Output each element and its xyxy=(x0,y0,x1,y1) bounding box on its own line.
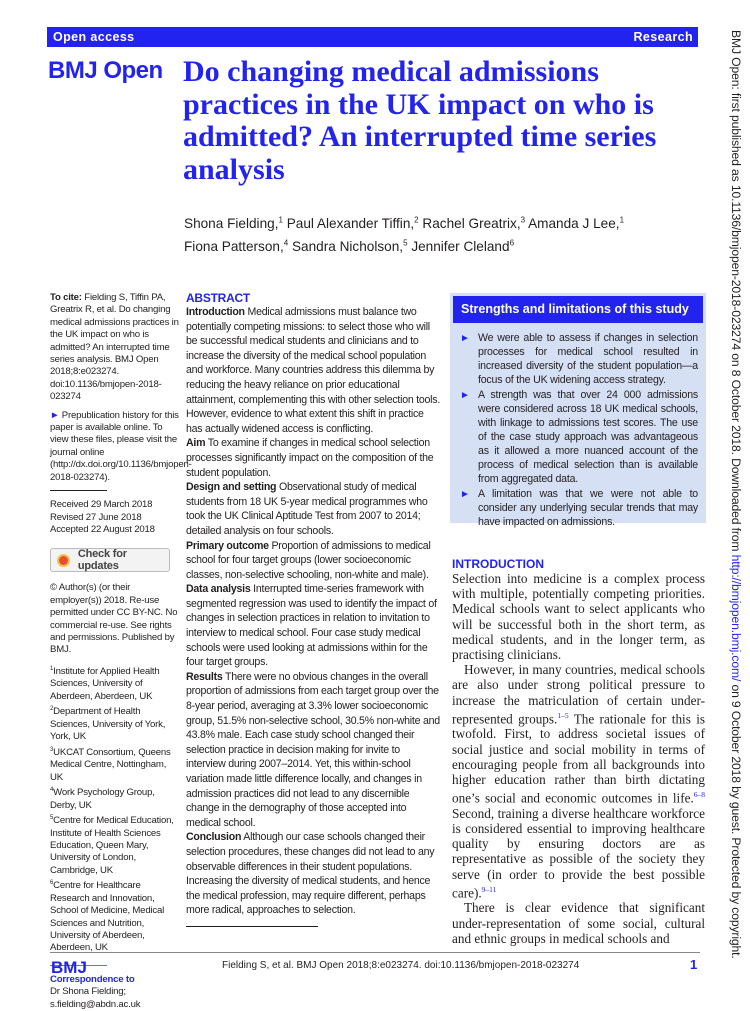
correspondence-heading: Correspondence to xyxy=(50,973,135,985)
strengths-limitations-box xyxy=(450,293,706,528)
bmjopen-link[interactable]: http://bmjopen.bmj.com/ xyxy=(729,554,743,682)
author: Jennifer Cleland$^6$ xyxy=(411,238,515,255)
bmj-logo: BMJ xyxy=(51,958,87,977)
author: Fiona Patterson,$^4$ xyxy=(184,238,289,255)
abstract-heading: ABSTRACT xyxy=(186,291,250,305)
bookmark-icon xyxy=(57,554,70,567)
affiliation: $^1$Institute for Applied Health Sciences, University of Aberdeen, Aberdeen, UK xyxy=(50,665,160,702)
introduction-heading: INTRODUCTION xyxy=(452,557,544,571)
bmj-open-logo: BMJ Open xyxy=(48,57,163,84)
affiliation: $^6$Centre for Healthcare Research and Innovation, School of Medicine, Medical Sciences and Nutrition, University of Aberdeen, Aberdeen, UK xyxy=(50,880,165,954)
correspondence-name: Dr Shona Fielding; xyxy=(50,986,126,998)
abstract-section: Aim To examine if changes in medical school selection processes significantly impact on the composition of the student population. xyxy=(186,437,434,479)
abstract xyxy=(186,291,440,927)
divider xyxy=(50,490,107,491)
abstract-section: Conclusion Although our case schools changed their selection procedures, these changes did not lead to any observable differences in their student populations. Increasing the diversity of medical students, and hence the medical profession, may require different, perhaps more radical, approaches to selection. xyxy=(186,831,435,917)
author: Sandra Nicholson,$^5$ xyxy=(291,238,408,255)
check-for-updates-button[interactable]: Check for updates xyxy=(50,548,170,572)
introduction-section xyxy=(452,557,705,946)
article-title: Do changing medical admissions practices in the UK impact on who is admitted? An interrupted time series analysis xyxy=(183,55,657,186)
received-date: Received 29 March 2018 xyxy=(50,499,153,511)
affiliations xyxy=(50,663,180,955)
left-sidebar xyxy=(50,292,192,1011)
author: Rachel Greatrix,$^3$ xyxy=(422,215,526,231)
abstract-section: Results There were no obvious changes in the overall proportion of admissions from each target group over the 8-year period, averaging at 3.3% lower socioeconomic group, 51.5% non-selective school, 30.5% non-white and 43.8% male. Each case study school changed their selection practice in decision making for invite to interview during 2007–2014. Yet, this within-school variation made little difference locally, and changes in admission practices did not lead to any discernible change in the demography of those accepted into medical school. xyxy=(186,670,440,829)
copyright-notice: © Author(s) (or their employer(s)) 2018. Re-use permitted under CC BY-NC. No commercial re-use. See rights and permissions. Published by BMJ. xyxy=(50,582,178,656)
author-list xyxy=(184,210,684,257)
list-item: ► A limitation was that we were not able to consider any underlying secular trends that may have impacted on admissions. xyxy=(460,488,698,528)
correspondence-email[interactable]: s.fielding@abdn.ac.uk xyxy=(50,998,141,1010)
abstract-section: Primary outcome Proportion of admissions to medical school for four target groups (lower socioeconomic classes, non-selective schooling, non-white and male). xyxy=(186,539,431,581)
citation-block: To cite: Fielding S, Tiffin PA, Greatrix R, et al. Do changing medical admissions practices in the UK impact on who is admitted? An interrupted time series analysis. BMJ Open 2018;8:e023274. doi:10.1136/bmjopen-2018-023274 xyxy=(50,292,179,403)
abstract-section: Introduction Medical admissions must balance two potentially competing missions: to select those who will be successful medical students and clinicians and to increase the diversity of the medical school population and workforce. Many countries address this dilemma by reducing the heavy reliance on prior educational attainment, complementing this with other selection tools. However, evidence to what extent this shift in practice has actually widened access is conflicting. xyxy=(186,306,441,435)
journal-header-bar xyxy=(47,27,698,47)
reference-link[interactable]: 9–11 xyxy=(481,884,497,894)
paragraph: There is clear evidence that significant under-representation of some social, cultural and ethnic groups in medical schools and xyxy=(452,900,705,946)
footer-citation: Fielding S, et al. BMJ Open 2018;8:e023274. doi:10.1136/bmjopen-2018-023274 xyxy=(222,960,580,971)
open-access-label: Open access xyxy=(53,30,135,44)
affiliation: $^5$Centre for Medical Education, Institute of Health Sciences Education, Queen Mary, University of London, Cambridge, UK xyxy=(50,814,174,876)
list-item: ► We were able to assess if changes in selection processes for medical school resulted in increased diversity of the student population—a focus of the UK widening access strategy. xyxy=(460,332,698,386)
triangle-bullet-icon: ► xyxy=(50,409,60,421)
prepub-note: ► Prepublication history for this paper is available online. To view these files, please visit the journal online (http://dx.doi.org/10.1136/bmjopen-2018-023274). xyxy=(50,409,192,483)
author: Amanda J Lee,$^1$ xyxy=(528,215,625,231)
triangle-bullet-icon: ► xyxy=(460,489,470,500)
abstract-section: Design and setting Observational study of medical students from 18 UK 5-year medical programmes who took the UK Clinical Aptitude Test from 2007 to 2014; detailed analysis on four schools. xyxy=(186,481,428,537)
paragraph: Selection into medicine is a complex process with multiple, potentially competing priorities. Medical schools want to select applicants who will be successful both in the short term, as medical students, and in the longer term, as practising clinicians. xyxy=(452,571,705,663)
affiliation: $^4$Work Psychology Group, Derby, UK xyxy=(50,786,155,811)
abstract-section: Data analysis Interrupted time-series framework with segmented regression was used to identify the impact of changes in selection practices in relation to invitation to interview to medical school. Four case study medical schools were used looking at admissions within for the four target groups. xyxy=(186,583,437,669)
author: Shona Fielding,$^1$ xyxy=(184,215,283,231)
side-download-note: BMJ Open: first published as 10.1136/bmjopen-2018-023274 on 8 October 2018. Downloaded from http://bmjopen.bmj.com/ on 9 October 2018 by guest. Protected by copyright. xyxy=(729,30,743,959)
reference-link[interactable]: 1–5 xyxy=(557,710,569,720)
reference-link[interactable]: 6–8 xyxy=(693,790,705,800)
divider xyxy=(186,926,318,927)
footer-divider xyxy=(50,952,700,953)
revised-date: Revised 27 June 2018 xyxy=(50,511,142,523)
article-type-label: Research xyxy=(633,30,693,44)
triangle-bullet-icon: ► xyxy=(460,390,470,401)
page-number: 1 xyxy=(690,957,698,972)
triangle-bullet-icon: ► xyxy=(460,333,470,344)
list-item: ► A strength was that over 24 000 admissions were considered across 18 UK medical schools, with linkage to admissions test scores. The use of the case study approach was advantageous as it allowed a more nuanced account of the process of medical selection than is available from aggregated data. xyxy=(460,389,698,485)
box-heading: Strengths and limitations of this study xyxy=(453,296,703,323)
author: Paul Alexander Tiffin,$^2$ xyxy=(286,215,419,231)
affiliation: $^2$Department of Health Sciences, University of York, York, UK xyxy=(50,706,166,743)
affiliation: $^3$UKCAT Consortium, Queens Medical Centre, Nottingham, UK xyxy=(50,746,171,783)
accepted-date: Accepted 22 August 2018 xyxy=(50,523,155,535)
paragraph: However, in many countries, medical schools are also under strong political pressure to increase the matriculation of certain under-represented groups.$^{1-5}$ The rationale for this is twofold. First, to address societal issues of social justice and social mobility in terms of encouraging people from all backgrounds into higher education rather than birth dictating one’s social and economic outcomes in life.$^{6-8}$ Second, training a diverse healthcare workforce is considered essential to improving healthcare quality by ensuring doctors are as representative as possible of the society they serve (in order to provide the best possible care).$^{9-11}$ xyxy=(452,662,705,901)
